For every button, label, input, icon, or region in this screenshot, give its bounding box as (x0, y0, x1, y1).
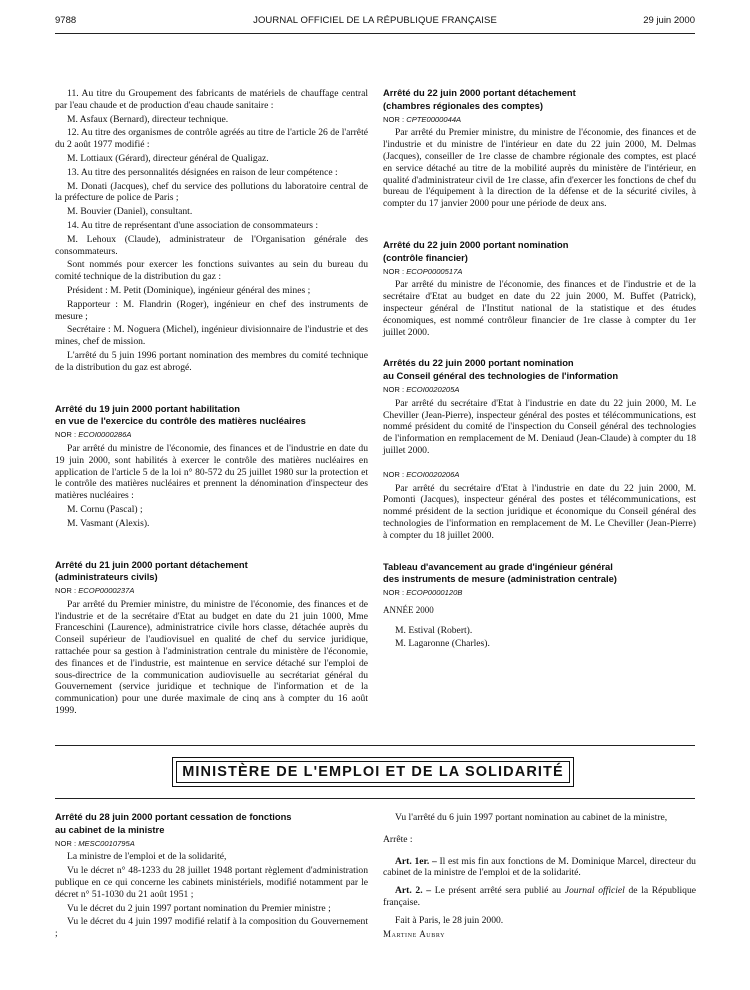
paragraph: Vu le décret du 2 juin 1997 portant nomination du Premier ministre ; (67, 902, 331, 914)
decree-subtitle: (contrôle financier) (383, 251, 468, 263)
nor-code: MESC0010795A (78, 838, 135, 848)
decree-title: Arrêté du 21 juin 2000 portant détachement (55, 558, 248, 570)
header-rule (55, 33, 695, 34)
nor-reference: NOR : ECOP0000120B (383, 588, 463, 598)
paragraph: Secrétaire : M. Noguera (Michel), ingénieur divisionnaire de l'industrie et des mines, chef de mission. (55, 324, 368, 348)
nor-reference: NOR : ECOI0020206A (383, 469, 460, 479)
section-rule-bottom (55, 798, 695, 799)
decree-subtitle: (administrateurs civils) (55, 571, 158, 583)
paragraph: M. Asfaux (Bernard), directeur technique. (67, 113, 229, 125)
ministry-banner (172, 757, 574, 787)
issue-date: 29 juin 2000 (643, 15, 695, 26)
paragraph: M. Lottiaux (Gérard), directeur général de Qualigaz. (67, 152, 269, 164)
decree-subtitle: (chambres régionales des comptes) (383, 99, 543, 111)
nor-code: CPTE0000044A (406, 114, 462, 124)
decree-subtitle: des instruments de mesure (administration centrale) (383, 573, 617, 585)
page-number: 9788 (55, 15, 77, 26)
paragraph: La ministre de l'emploi et de la solidarité, (67, 851, 227, 863)
paragraph: M. Donati (Jacques), chef du service des pollutions du laboratoire central de la préfecture de police de Paris ; (55, 180, 368, 204)
paragraph: M. Estival (Robert). (395, 624, 473, 636)
decree-subtitle: au Conseil général des technologies de l'information (383, 370, 619, 382)
nor-code: ECOP0000237A (78, 586, 135, 596)
decree-detachement-chambres (383, 88, 696, 210)
nor-reference: NOR : ECOI0020205A (383, 384, 460, 394)
paragraph: Par arrêté du ministre de l'économie, des finances et de l'industrie en date du 19 juin 2000, sont habilités à exercer le contrôle des matières nucléaires en application de l'article 5 de la loi n° 80-572 du 25 juillet 1980 sur la protection et le contrôle des matières nucléaires et prennent la dénomination d'inspecteur des matières nucléaires : (55, 442, 368, 502)
nor-code: ECOI0020205A (406, 384, 460, 394)
right-column (383, 88, 696, 652)
decree-cgti (383, 358, 696, 541)
paragraph: 13. Au titre des personnalités désignées en raison de leur compétence : (67, 166, 338, 178)
nor-reference: NOR : ECOI0000286A (55, 430, 132, 440)
nor-code: ECOI0000286A (78, 430, 132, 440)
promotion-table (383, 562, 696, 651)
decree-title: Arrêté du 22 juin 2000 portant nomination (383, 238, 569, 250)
left-column (55, 88, 368, 719)
paragraph: M. Cornu (Pascal) ; (67, 503, 143, 515)
decree-title: Arrêté du 22 juin 2000 portant détachement (383, 87, 576, 98)
decree-subtitle: au cabinet de la ministre (55, 823, 165, 835)
paragraph: Président : M. Petit (Dominique), ingénieur général des mines ; (67, 284, 311, 296)
arrete-heading: Arrête : (383, 833, 413, 845)
nor-code: ECOP0000120B (406, 588, 463, 598)
ministry-name: MINISTÈRE DE L'EMPLOI ET DE LA SOLIDARITÉ (176, 761, 570, 783)
decree-subtitle: en vue de l'exercice du contrôle des matières nucléaires (55, 415, 306, 427)
bottom-left-column (55, 812, 368, 942)
decree-controle-financier (383, 240, 696, 338)
page-header (55, 15, 695, 31)
nor-reference: NOR : CPTE0000044A (383, 114, 462, 124)
paragraph: Vu le décret du 4 juin 1997 modifié relatif à la composition du Gouvernement ; (55, 916, 368, 940)
nor-code: ECOP0000517A (406, 266, 463, 276)
paragraph: Par arrêté du Premier ministre, du ministre de l'économie, des finances et de l'industrie et du ministre de l'intérieur en date du 22 juin 2000, M. Delmas (Jacques), conseiller de 1re classe de chambre régionale des comptes, est placé en service détaché au titre de la mobilité auprès du ministère de l'intérieur, en qualité d'administrateur civil de 1re classe, afin d'exercer les fonctions de chef du bureau de l'équipement à la direction de la défense et de la sécurité civiles, à compter du 17 janvier 2000 pour une période de deux ans. (383, 127, 696, 210)
paragraph: Par arrêté du ministre de l'économie, des finances et de l'industrie et de la secrétaire d'Etat au budget en date du 22 juin 2000, M. Buffet (Patrick), inspecteur général de l'Institut national de la statistique et des études économiques, est nommé contrôleur financier de 1re classe à compter du 1er juillet 2000. (383, 279, 696, 338)
article-1: Art. 1er. – Il est mis fin aux fonctions de M. Dominique Marcel, directeur du cabinet de la ministre de l'emploi et de la solidarité. (383, 855, 696, 879)
section-rule-top (55, 745, 695, 746)
year-heading: ANNÉE 2000 (383, 604, 434, 615)
article-label: Art. 2. – (395, 885, 432, 897)
signing-place-date: Fait à Paris, le 28 juin 2000. (395, 914, 504, 926)
decree-title: Tableau d'avancement au grade d'ingénieur général (383, 560, 613, 572)
paragraph: M. Bouvier (Daniel), consultant. (67, 206, 193, 218)
signature: Martine Aubry (383, 928, 446, 939)
paragraph: Vu l'arrêté du 6 juin 1997 portant nomination au cabinet de la ministre, (395, 812, 668, 823)
nor-reference: NOR : ECOP0000517A (383, 266, 463, 276)
paragraph: 12. Au titre des organismes de contrôle agréés au titre de l'article 26 de l'arrêté du 2 août 1977 modifié : (55, 127, 368, 151)
paragraph: Par arrêté du Premier ministre, du ministre de l'économie, des finances et de l'industrie et de la secrétaire d'Etat au budget en date du 21 juin 1000, Mme Franceschini (Laurence), administratrice civile hors classe, détachée auprès du Conseil supérieur de l'audiovisuel en qualité de chef du service juridique, rattachée pour sa gestion à l'administration centrale du ministère de l'économie, des finances et de l'industrie, est maintenue en service détaché sur l'emploi de sous-directrice de la communication audiovisuelle au secrétariat général du Gouvernement (service juridique et technique de l'information et de la communication) pour une durée maximale de cinq ans à compter du 16 août 1999. (55, 598, 368, 717)
paragraph: Sont nommés pour exercer les fonctions suivantes au sein du bureau du comité technique de la distribution du gaz : (55, 259, 368, 283)
list-continuation (55, 88, 368, 374)
decree-habilitation (55, 404, 368, 530)
paragraph: M. Lagaronne (Charles). (395, 638, 490, 650)
decree-title: Arrêté du 28 juin 2000 portant cessation de fonctions (55, 811, 292, 822)
article-2: Art. 2. – Le présent arrêté sera publié au Journal officiel de la République française. (383, 885, 696, 908)
nor-reference: NOR : ECOP0000237A (55, 586, 135, 596)
paragraph: Vu le décret n° 48-1233 du 28 juillet 1948 portant règlement d'administration publique en ce qui concerne les cabinets ministériels, modifié notamment par le décret n° 51-1030 du 21 août 1951 ; (55, 865, 368, 900)
decree-detachement-admin (55, 560, 368, 717)
nor-code: ECOI0020206A (406, 469, 460, 479)
journal-title: JOURNAL OFFICIEL DE LA RÉPUBLIQUE FRANÇAISE (253, 15, 497, 26)
nor-reference: NOR : MESC0010795A (55, 838, 135, 848)
paragraph: M. Vasmant (Alexis). (67, 517, 150, 529)
paragraph: Rapporteur : M. Flandrin (Roger), ingénieur en chef des instruments de mesure ; (55, 298, 368, 322)
paragraph: L'arrêté du 5 juin 1996 portant nomination des membres du comité technique de la distribution du gaz est abrogé. (55, 349, 368, 373)
article-label: Art. 1er. – (395, 855, 437, 867)
paragraph: Par arrêté du secrétaire d'Etat à l'industrie en date du 22 juin 2000, M. Le Cheviller (Jean-Pierre), inspecteur général des postes et télécommunications, est nommé président du comité de l'inspection du Conseil général des technologies de l'information en remplacement de M. Deniaud (Jean-Claude) à compter du 18 juillet 2000. (383, 397, 696, 456)
paragraph: Par arrêté du secrétaire d'Etat à l'industrie en date du 22 juin 2000, M. Pomonti (Jacques), inspecteur général des postes et télécommunications, est nommé président de la section juridique et économique du Conseil général des technologies de l'information en remplacement de M. Le Cheviller (Jean-Pierre) à compter du 18 juillet 2000. (383, 482, 696, 541)
paragraph: 14. Au titre de représentant d'une association de consommateurs : (67, 219, 319, 231)
paragraph: M. Lehoux (Claude), administrateur de l'Organisation générale des consommateurs. (55, 233, 368, 257)
paragraph: 11. Au titre du Groupement des fabricants de matériels de chauffage central par l'eau chaude et de production d'eau chaude sanitaire : (55, 88, 368, 111)
bottom-right-column (383, 812, 696, 942)
decree-title: Arrêtés du 22 juin 2000 portant nomination (383, 357, 574, 369)
decree-title: Arrêté du 19 juin 2000 portant habilitation (55, 402, 240, 414)
